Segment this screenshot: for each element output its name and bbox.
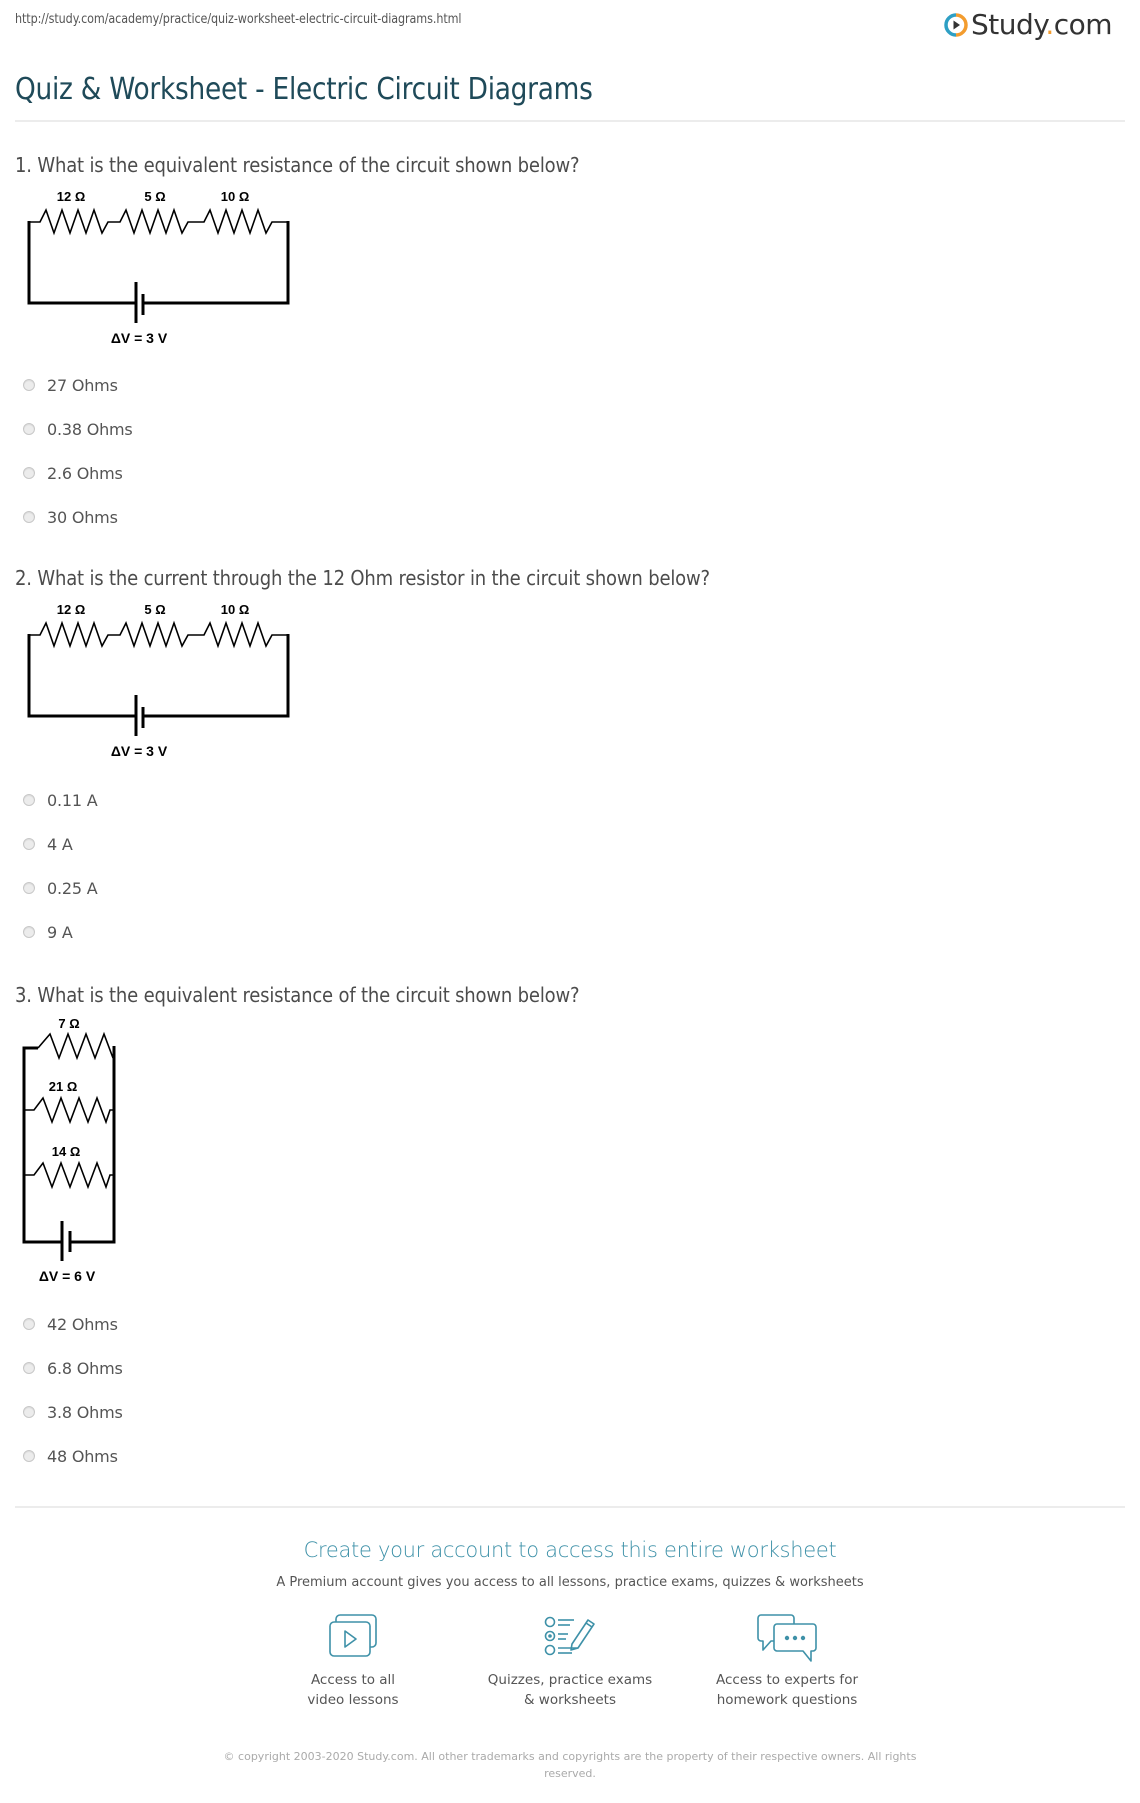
- radio-button[interactable]: [23, 1318, 35, 1330]
- answer-option[interactable]: [23, 418, 133, 440]
- answer-option[interactable]: [23, 789, 97, 811]
- feature-video-lessons: [253, 1612, 453, 1710]
- answer-option[interactable]: [23, 921, 73, 943]
- circuit-outer-wire: [29, 634, 136, 716]
- logo-word: Study: [971, 8, 1046, 41]
- answer-option[interactable]: [23, 1357, 123, 1379]
- feature-text: [687, 1670, 887, 1710]
- radio-button[interactable]: [23, 511, 35, 523]
- answer-label: 6.8 Ohms: [47, 1358, 123, 1378]
- section-divider: [15, 1506, 1125, 1508]
- feature-line-2: video lessons: [307, 1692, 399, 1708]
- feature-line-1: Access to experts for: [715, 1672, 858, 1688]
- radio-button[interactable]: [23, 882, 35, 894]
- question-2-circuit-diagram: [0, 593, 320, 768]
- study-logo-icon: [944, 13, 968, 37]
- circuit-outer-wire: [29, 221, 136, 303]
- radio-button[interactable]: [23, 1450, 35, 1462]
- resistor-7-ohm: [38, 1034, 113, 1058]
- feature-line-2: & worksheets: [523, 1692, 616, 1708]
- page-title: Quiz & Worksheet - Electric Circuit Diagrams: [15, 72, 593, 107]
- resistor-label-3: 10 Ω: [220, 602, 250, 617]
- logo-text: [971, 8, 1112, 41]
- footer-line-1: © copyright 2003-2020 Study.com. All other trademarks and copyrights are the property of their respective owners. All rights: [223, 1750, 917, 1763]
- video-lessons-icon: [326, 1612, 380, 1660]
- logo-suffix-com: com: [1053, 8, 1113, 41]
- resistor-14-ohm: [24, 1163, 114, 1187]
- resistor-label-1: 7 Ω: [58, 1016, 80, 1031]
- answer-option[interactable]: [23, 833, 73, 855]
- study-logo[interactable]: [944, 8, 1112, 41]
- cta-subtitle: A Premium account gives you access to all lessons, practice exams, quizzes & worksheets: [276, 1575, 864, 1590]
- resistor-label-2: 21 Ω: [48, 1079, 78, 1094]
- answer-option[interactable]: [23, 462, 123, 484]
- feature-quizzes: [470, 1612, 670, 1710]
- answer-label: 27 Ohms: [47, 375, 118, 395]
- question-1-circuit-diagram: [0, 180, 320, 355]
- answer-label: 3.8 Ohms: [47, 1402, 123, 1422]
- answer-option[interactable]: [23, 374, 118, 396]
- copyright-footer: [210, 1748, 930, 1782]
- radio-button[interactable]: [23, 379, 35, 391]
- resistor-label-1: 12 Ω: [56, 189, 86, 204]
- resistor-21-ohm: [24, 1098, 114, 1122]
- answer-label: 42 Ohms: [47, 1314, 118, 1334]
- answer-option[interactable]: [23, 1313, 118, 1335]
- chat-bubbles-icon: [755, 1612, 819, 1664]
- series-resistors-wire: [28, 210, 289, 233]
- page-url: http://study.com/academy/practice/quiz-worksheet-electric-circuit-diagrams.html: [15, 12, 462, 27]
- radio-button[interactable]: [23, 794, 35, 806]
- cta-title[interactable]: Create your account to access this entire worksheet: [303, 1538, 837, 1562]
- answer-option[interactable]: [23, 877, 97, 899]
- title-divider: [15, 120, 1125, 122]
- logo-suffix: .: [1045, 8, 1054, 41]
- answer-label: 30 Ohms: [47, 507, 118, 527]
- answer-label: 4 A: [47, 834, 73, 854]
- radio-button[interactable]: [23, 838, 35, 850]
- answer-label: 2.6 Ohms: [47, 463, 123, 483]
- answer-label: 0.38 Ohms: [47, 419, 133, 439]
- footer-line-2: reserved.: [544, 1767, 596, 1780]
- question-1-text: 1. What is the equivalent resistance of the circuit shown below?: [15, 153, 580, 177]
- question-3-circuit-diagram: [0, 1008, 140, 1288]
- voltage-label: ΔV = 6 V: [38, 1268, 96, 1284]
- feature-text: [253, 1670, 453, 1710]
- answer-label: 0.25 A: [47, 878, 98, 898]
- radio-button[interactable]: [23, 467, 35, 479]
- resistor-label-1: 12 Ω: [56, 602, 86, 617]
- feature-line-1: Access to all: [310, 1672, 396, 1688]
- answer-label: 0.11 A: [47, 790, 98, 810]
- quiz-checklist-icon: [542, 1612, 598, 1660]
- feature-experts: [687, 1612, 887, 1710]
- answer-label: 48 Ohms: [47, 1446, 118, 1466]
- feature-line-1: Quizzes, practice exams: [487, 1672, 653, 1688]
- answer-option[interactable]: [23, 1445, 118, 1467]
- resistor-label-3: 14 Ω: [51, 1144, 81, 1159]
- answer-label: 9 A: [47, 922, 73, 942]
- radio-button[interactable]: [23, 1362, 35, 1374]
- voltage-label: ΔV = 3 V: [110, 330, 168, 346]
- feature-text: [470, 1670, 670, 1710]
- resistor-label-3: 10 Ω: [220, 189, 250, 204]
- radio-button[interactable]: [23, 423, 35, 435]
- radio-button[interactable]: [23, 1406, 35, 1418]
- radio-button[interactable]: [23, 926, 35, 938]
- resistor-label-2: 5 Ω: [144, 602, 166, 617]
- resistor-label-2: 5 Ω: [144, 189, 166, 204]
- answer-option[interactable]: [23, 1401, 123, 1423]
- question-3-text: 3. What is the equivalent resistance of the circuit shown below?: [15, 983, 580, 1007]
- series-resistors-wire: [28, 623, 289, 646]
- answer-option[interactable]: [23, 506, 118, 528]
- question-2-text: 2. What is the current through the 12 Ohm resistor in the circuit shown below?: [15, 566, 710, 590]
- voltage-label: ΔV = 3 V: [110, 743, 168, 759]
- feature-line-2: homework questions: [716, 1692, 858, 1708]
